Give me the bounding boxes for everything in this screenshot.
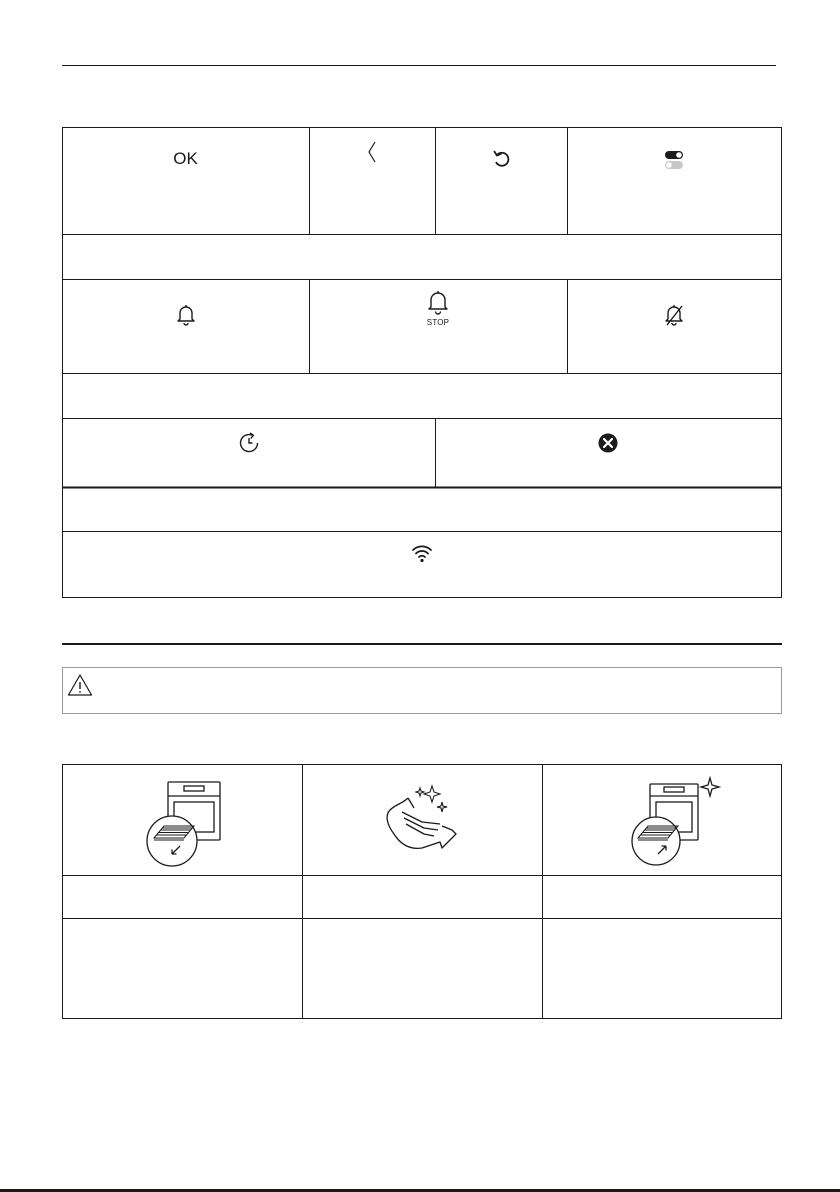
- ok-icon: OK: [173, 149, 198, 168]
- cleaning-description-3: [542, 918, 781, 1018]
- oven-insert-rack-icon: [622, 776, 722, 872]
- cleaning-label-1: [62, 875, 302, 918]
- cleaning-description-1: [62, 918, 302, 1018]
- oven-remove-rack-icon: [134, 776, 234, 872]
- stop-label: STOP: [426, 318, 450, 327]
- illustration-cell-2: [302, 764, 542, 875]
- illustration-cell-1: [62, 764, 302, 875]
- cleaning-label-2: [302, 875, 542, 918]
- cleaning-description-2: [302, 918, 542, 1018]
- illustration-cell-3: [542, 764, 781, 875]
- hand-cloth-clean-icon: [382, 782, 464, 864]
- cleaning-label-3: [542, 875, 781, 918]
